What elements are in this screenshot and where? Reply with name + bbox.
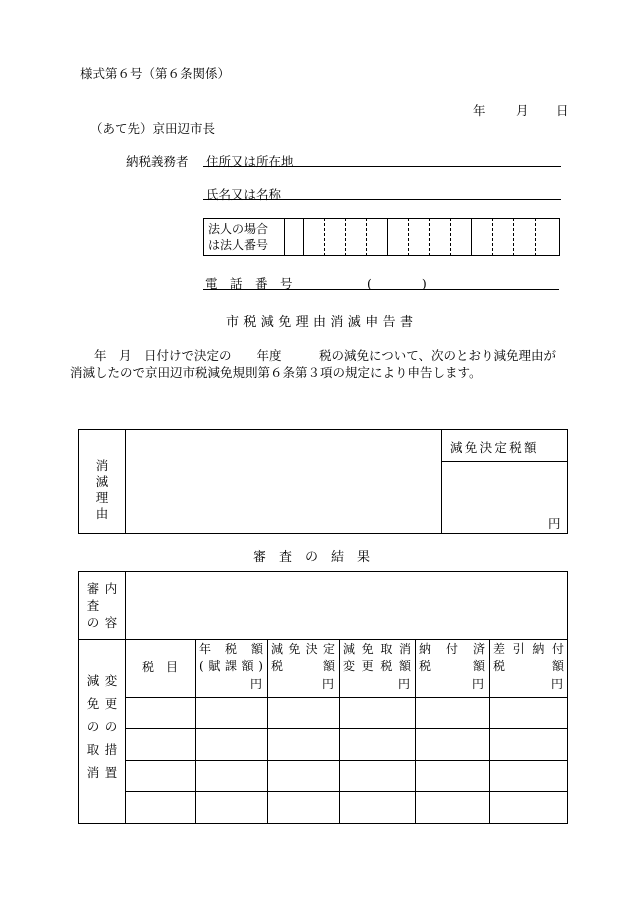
label-char: 容	[104, 615, 118, 630]
date-day-label: 日	[556, 103, 569, 118]
action-label-cancel	[86, 669, 100, 784]
table-cell[interactable]	[269, 730, 337, 758]
column-header-line2: 税 額	[419, 659, 485, 673]
action-label-change	[104, 669, 118, 784]
table-cell[interactable]	[417, 699, 487, 726]
table-cell[interactable]	[417, 793, 487, 822]
review-content-area[interactable]	[128, 574, 564, 636]
addressee: （あて先）京田辺市長	[90, 121, 216, 136]
table-cell[interactable]	[341, 793, 413, 822]
label-char: 取	[86, 742, 100, 757]
table-cell[interactable]	[197, 762, 265, 789]
table-cell[interactable]	[197, 699, 265, 726]
table-cell[interactable]	[341, 730, 413, 758]
column-header: 税 目	[141, 660, 178, 674]
table-cell[interactable]	[197, 730, 265, 758]
amount-label: 減免決定税額	[450, 440, 539, 455]
label-char: 内	[104, 581, 118, 596]
label-char: の	[86, 615, 100, 630]
label-char: 変	[104, 673, 118, 688]
label-char: 措	[104, 742, 118, 757]
column-header-line2: 変更税額	[343, 659, 411, 673]
label-char: 由	[95, 506, 109, 521]
name-label: 氏名又は名称	[206, 187, 282, 202]
table-cell[interactable]	[491, 762, 566, 789]
body-line2: 消滅したので京田辺市税減免規則第６条第３項の規定により申告します。	[70, 365, 482, 380]
column-header: 減免決定	[271, 642, 335, 656]
column-header-line2: 税 額	[271, 659, 335, 673]
table-cell[interactable]	[127, 762, 193, 789]
label-char: の	[104, 719, 118, 734]
table-cell[interactable]	[127, 730, 193, 758]
label-char: 理	[95, 490, 109, 505]
table-cell[interactable]	[491, 699, 566, 726]
reason-input-area[interactable]	[128, 432, 438, 531]
phone-label: 電 話 番 号	[205, 276, 293, 291]
label-char: 消	[95, 458, 109, 473]
column-unit: 円	[472, 677, 485, 691]
document-title: 市税減免理由消滅申告書	[226, 315, 418, 330]
table-cell[interactable]	[491, 730, 566, 758]
column-header: 納 付 済	[419, 642, 485, 656]
table-cell[interactable]	[417, 730, 487, 758]
reason-label	[95, 458, 109, 522]
column-header: 減免取消	[343, 642, 411, 656]
column-unit: 円	[398, 677, 411, 691]
label-char: 滅	[95, 474, 109, 489]
phone-underline[interactable]	[203, 289, 559, 290]
column-unit: 円	[551, 677, 564, 691]
table-cell[interactable]	[269, 699, 337, 726]
column-header: 年 税 額	[199, 642, 263, 656]
table-cell[interactable]	[269, 762, 337, 789]
address-underline[interactable]	[203, 166, 561, 167]
address-label: 住所又は所在地	[206, 154, 294, 169]
date-year-label: 年	[473, 103, 486, 118]
table-cell[interactable]	[127, 793, 193, 822]
label-char: の	[86, 719, 100, 734]
table-cell[interactable]	[341, 762, 413, 789]
label-char: 査	[86, 598, 100, 613]
body-line1: 年 月 日付けで決定の 年度 税の減免について、次のとおり減免理由が	[94, 348, 557, 363]
table-cell[interactable]	[341, 699, 413, 726]
name-underline[interactable]	[203, 199, 561, 200]
label-char: 免	[86, 696, 100, 711]
label-char	[104, 597, 118, 614]
column-unit: 円	[250, 677, 263, 691]
label-char: 消	[86, 765, 100, 780]
date-month-label: 月	[516, 103, 529, 118]
review-content-label	[86, 580, 100, 631]
amount-input-area[interactable]	[444, 464, 564, 530]
label-char: 更	[104, 696, 118, 711]
table-cell[interactable]	[127, 699, 193, 726]
column-header-line2: (賦課額)	[199, 659, 263, 673]
taxpayer-label: 納税義務者	[126, 154, 189, 169]
table-cell[interactable]	[417, 762, 487, 789]
column-unit: 円	[322, 677, 335, 691]
table-cell[interactable]	[197, 793, 265, 822]
label-char: 審	[86, 581, 100, 596]
label-char: 減	[86, 673, 100, 688]
review-title: 審 査 の 結 果	[253, 550, 371, 565]
table-cell[interactable]	[269, 793, 337, 822]
amount-unit: 円	[548, 516, 561, 531]
form-number: 様式第６号（第６条関係）	[80, 66, 231, 81]
column-header: 差引納付	[493, 642, 564, 656]
corp-label-line1: 法人の場合	[208, 222, 269, 236]
column-header-line2: 税 額	[493, 659, 564, 673]
phone-parentheses: ( )	[367, 276, 427, 291]
review-content-label-2	[104, 580, 118, 631]
label-char: 置	[104, 765, 118, 780]
table-cell[interactable]	[491, 793, 566, 822]
corp-label-line2: は法人番号	[208, 238, 269, 252]
